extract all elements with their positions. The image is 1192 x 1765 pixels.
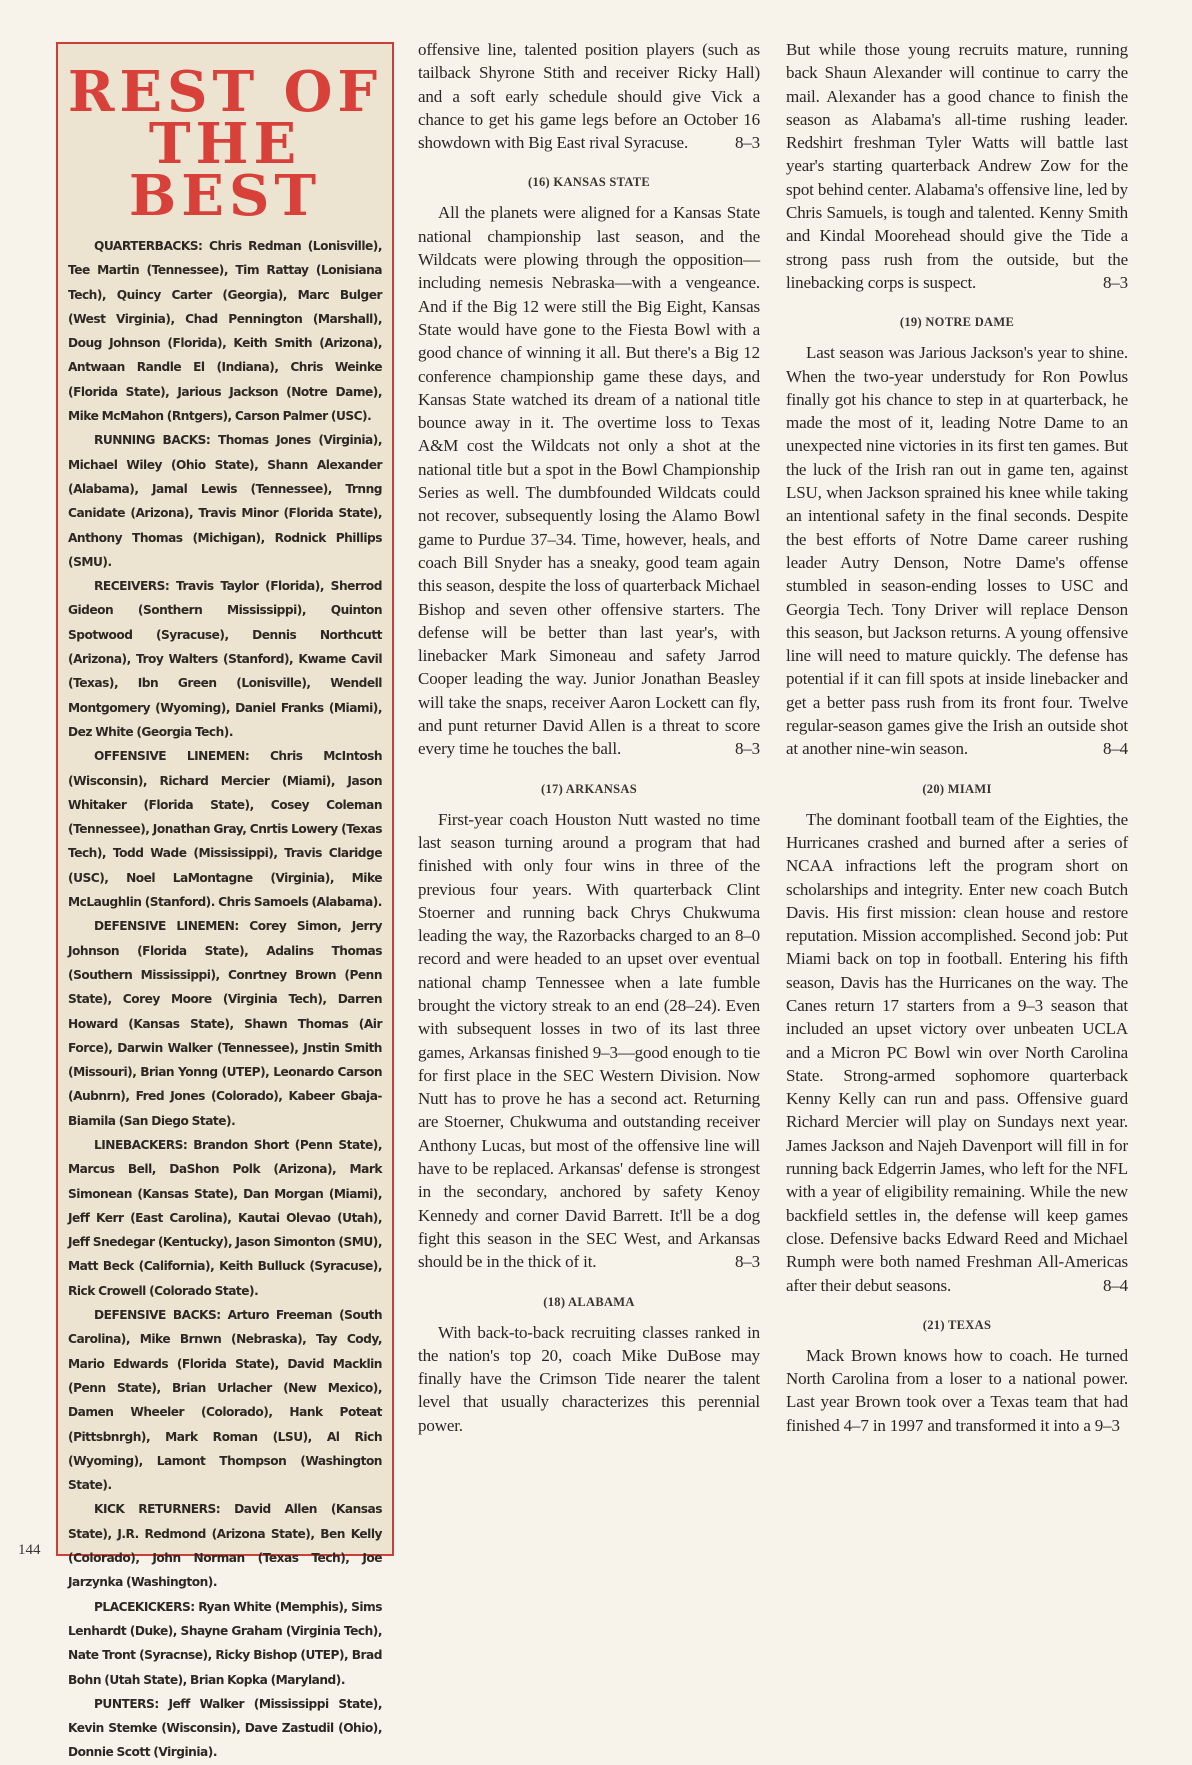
team-heading-miami: (20) MIAMI: [922, 781, 992, 796]
predicted-record: 8–4: [1102, 739, 1128, 759]
roster-defensive-linemen: DEFENSIVE LINEMEN: Corey Simon, Jerry Johnson (Florida State), Adalins Thomas (Southern Mississippi), Conrtney Brown (Penn State), Corey Moore (Virginia Tech), Darren Howard (Kansas State), Shawn Thomas (Air Force), Darwin Walker (Tennessee), Jnstin Smith (Missouri), Brian Yonng (UTEP), Leonardo Carson (Aubnrn), Fred Jones (Colorado), Kabeer Gbaja-Biamila (San Diego State).: [68, 919, 382, 1128]
predicted-record: 8–3: [1102, 272, 1128, 292]
article-paragraph: But while those young recruits mature, running back Shaun Alexander will continue to carry the mail. Alexander has a good chance to finish the season as Alabama's all-time rushing leader. Redshirt freshman Tyler Watts will battle last year's starting quarterback Andrew Zow for the spot behind center. Alabama's offensive line, led by Chris Samuels, is tough and talented. Kenny Smith and Kindal Moorehead should give the Tide a strong pass rush from the outside, but the linebacking corps is suspect. 8–3: [786, 38, 1128, 294]
roster-list: [64, 234, 386, 1765]
team-heading-texas: (21) TEXAS: [922, 1317, 992, 1332]
team-heading-alabama: (18) ALABAMA: [543, 1294, 635, 1309]
roster-defensive-backs: DEFENSIVE BACKS: Arturo Freeman (South Carolina), Mike Brnwn (Nebraska), Tay Cody, Mario Edwards (Florida State), David Macklin (Penn State), Brian Urlacher (New Mexico), Damen Wheeler (Colorado), Hank Poteat (Pittsbnrgh), Mark Roman (LSU), Al Rich (Wyoming), Lamont Thompson (Washington State).: [68, 1308, 382, 1493]
roster-placekickers: PLACEKICKERS: Ryan White (Memphis), Sims Lenhardt (Duke), Shayne Graham (Virginia Tech), Nate Tront (Syracnse), Ricky Bishop (UTEP), Brad Bohn (Utah State), Brian Kopka (Maryland).: [68, 1599, 382, 1687]
roster-linebackers: LINEBACKERS: Brandon Short (Penn State), Marcus Bell, DaShon Polk (Arizona), Mark Simonean (Kansas State), Dan Morgan (Miami), Jeff Kerr (East Carolina), Kautai Olevao (Utah), Jeff Snedegar (Kentucky), Jason Simonton (SMU), Matt Beck (California), Keith Bulluck (Syracuse), Rick Crowell (Colorado State).: [68, 1137, 382, 1298]
page-number: 144: [18, 1542, 41, 1558]
article-paragraph: First-year coach Houston Nutt wasted no time last season turning around a program that had finished with only four wins in three of the previous four years. With quarterback Clint Stoerner and running back Chrys Chukwuma leading the way, the Razorbacks charged to an 8–0 record and were headed to an upset over eventual national champ Tennessee when a late fumble brought the victory streak to an end (28–24). Even with subsequent losses in two of its last three games, Arkansas finished 9–3—good enough to tie for first place in the SEC Western Division. Now Nutt has to prove he has a second act. Returning are Stoerner, Chukwuma and outstanding receiver Anthony Lucas, but most of the offensive line will have to be replaced. Arkansas' defense is strongest in the secondary, anchored by safety Kenoy Kennedy and corner David Barrett. It'll be a dog fight this season in the SEC West, and Arkansas should be in the thick of it. 8–3: [418, 808, 760, 1274]
sidebar-title: REST OF THE BEST: [67, 59, 383, 229]
article-paragraph: All the planets were aligned for a Kansas State national championship last season, and the Wildcats were plowing through the opposition—including nemesis Nebraska—with a vengeance. And if the Big 12 were still the Big Eight, Kansas State would have gone to the Fiesta Bowl with a good chance of winning it all. But there's a Big 12 conference championship game these days, and Kansas State watched its dream of a national title bounce away in it. The overtime loss to Texas A&M cost the Wildcats not only a shot at the national title but a spot in the Bowl Championship Series as well. The dumbfounded Wildcats could not recover, subsequently losing the Alamo Bowl game to Purdue 37–34. Time, however, heals, and coach Bill Snyder has a sneaky, good team again this season, despite the loss of quarterback Michael Bishop and seven other offensive starters. The defense will be better than last year's, with linebacker Mark Simoneau and safety Jarrod Cooper leading the way. Junior Jonathan Beasley will take the snaps, receiver Aaron Lockett can fly, and punt returner David Allen is a threat to score every time he touches the ball. 8–3: [418, 201, 760, 760]
article-paragraph: Last season was Jarious Jackson's year to shine. When the two-year understudy for Ron Powlus finally got his chance to step in at quarterback, he made the most of it, leading Notre Dame to an unexpected nine victories in its first ten games. But the luck of the Irish ran out in game ten, against LSU, when Jackson sprained his knee while taking an intentional safety in the final seconds. Despite the best efforts of Notre Dame career rushing leader Autry Denson, Notre Dame's offense stumbled in season-ending losses to USC and Georgia Tech. Tony Driver will replace Denson this season, but Jackson returns. A young offensive line will need to mature quickly. The defense has potential if it can fill spots at inside linebacker and get a better pass rush from its front four. Twelve regular-season games give the Irish an outside shot at another nine-win season. 8–4: [786, 341, 1128, 760]
team-heading-kansas-state: (16) KANSAS STATE: [527, 175, 651, 190]
predicted-record: 8–3: [734, 739, 760, 759]
article-paragraph: offensive line, talented position players (such as tailback Shyrone Stith and receiver Ricky Hall) and a soft early schedule should give Vick a chance to get his game legs before an October 16 showdown with Big East rival Syracuse. 8–3: [418, 38, 760, 154]
article-paragraph: Mack Brown knows how to coach. He turned North Carolina from a loser to a national power. Last year Brown took over a Texas team that had finished 4–7 in 1997 and transformed it into a 9–3: [786, 1345, 1128, 1435]
roster-punters: PUNTERS: Jeff Walker (Mississippi State), Kevin Stemke (Wisconsin), Dave Zastudil (Ohio), Donnie Scott (Virginia).: [68, 1696, 382, 1760]
article-column-1: [418, 38, 760, 1437]
article-column-2: [786, 38, 1128, 1437]
roster-receivers: RECEIVERS: Travis Taylor (Florida), Sherrod Gideon (Sonthern Mississippi), Quinton Spotwood (Syracuse), Dennis Northcutt (Arizona), Troy Walters (Stanford), Kwame Cavil (Texas), Ibn Green (Lonisville), Wendell Montgomery (Wyoming), Daniel Franks (Miami), Dez White (Georgia Tech).: [68, 579, 383, 739]
team-heading-notre-dame: (19) NOTRE DAME: [899, 315, 1015, 330]
roster-running-backs: RUNNING BACKS: Thomas Jones (Virginia), Michael Wiley (Ohio State), Shann Alexander (Alabama), Jamal Lewis (Tennessee), Trnng Canidate (Arizona), Travis Minor (Florida State), Anthony Thomas (Michigan), Rodnick Phillips (SMU).: [68, 433, 382, 569]
article-paragraph: With back-to-back recruiting classes ranked in the nation's top 20, coach Mike DuBose may finally have the Crimson Tide nearer the talent level that usually characterizes this perennial power.: [418, 1322, 760, 1435]
roster-quarterbacks: QUARTERBACKS: Chris Redman (Lonisville), Tee Martin (Tennessee), Tim Rattay (Lonisiana Tech), Quincy Carter (Georgia), Marc Bulger (West Virginia), Chad Pennington (Marshall), Doug Johnson (Florida), Keith Smith (Arizona), Antwaan Randle El (Indiana), Chris Weinke (Florida State), Jarious Jackson (Notre Dame), Mike McMahon (Rntgers), Carson Palmer (USC).: [68, 239, 382, 424]
article-paragraph: The dominant football team of the Eighties, the Hurricanes crashed and burned after a series of NCAA infractions left the program short on scholarships and integrity. Enter new coach Butch Davis. His first mission: clean house and restore reputation. Mission accomplished. Second job: Put Miami back on top in football. Entering his fifth season, Davis has the Hurricanes on the way. The Canes return 17 starters from a 9–3 season that included an upset victory over unbeaten UCLA and a Micron PC Bowl win over North Carolina State. Strong-armed sophomore quarterback Kenny Kelly can run and pass. Offensive guard Richard Mercier will play on Sundays next year. James Jackson and Najeh Davenport will fill in for running back Edgerrin James, who left for the NFL with a year of eligibility remaining. While the new backfield settles in, the defense will keep games close. Defensive backs Edward Reed and Michael Rumph were both named Freshman All-Americas after their debut seasons. 8–4: [786, 808, 1128, 1297]
predicted-record: 8–3: [734, 133, 760, 153]
team-heading-arkansas: (17) ARKANSAS: [541, 781, 637, 796]
predicted-record: 8–4: [1102, 1275, 1128, 1295]
roster-offensive-linemen: OFFENSIVE LINEMEN: Chris McIntosh (Wisconsin), Richard Mercier (Miami), Jason Whitaker (Florida State), Cosey Coleman (Tennessee), Jonathan Gray, Cnrtis Lowery (Texas Tech), Todd Wade (Mississippi), Travis Claridge (USC), Noel LaMontagne (Virginia), Mike McLaughlin (Stanford). Chris Samoels (Alabama).: [68, 749, 382, 910]
sidebar-rest-of-the-best: [56, 42, 394, 1760]
roster-kick-returners: KICK RETURNERS: David Allen (Kansas State), J.R. Redmond (Arizona State), Ben Kelly (Colorado), John Norman (Texas Tech), Joe Jarzynka (Washington).: [68, 1502, 382, 1590]
predicted-record: 8–3: [734, 1252, 760, 1272]
